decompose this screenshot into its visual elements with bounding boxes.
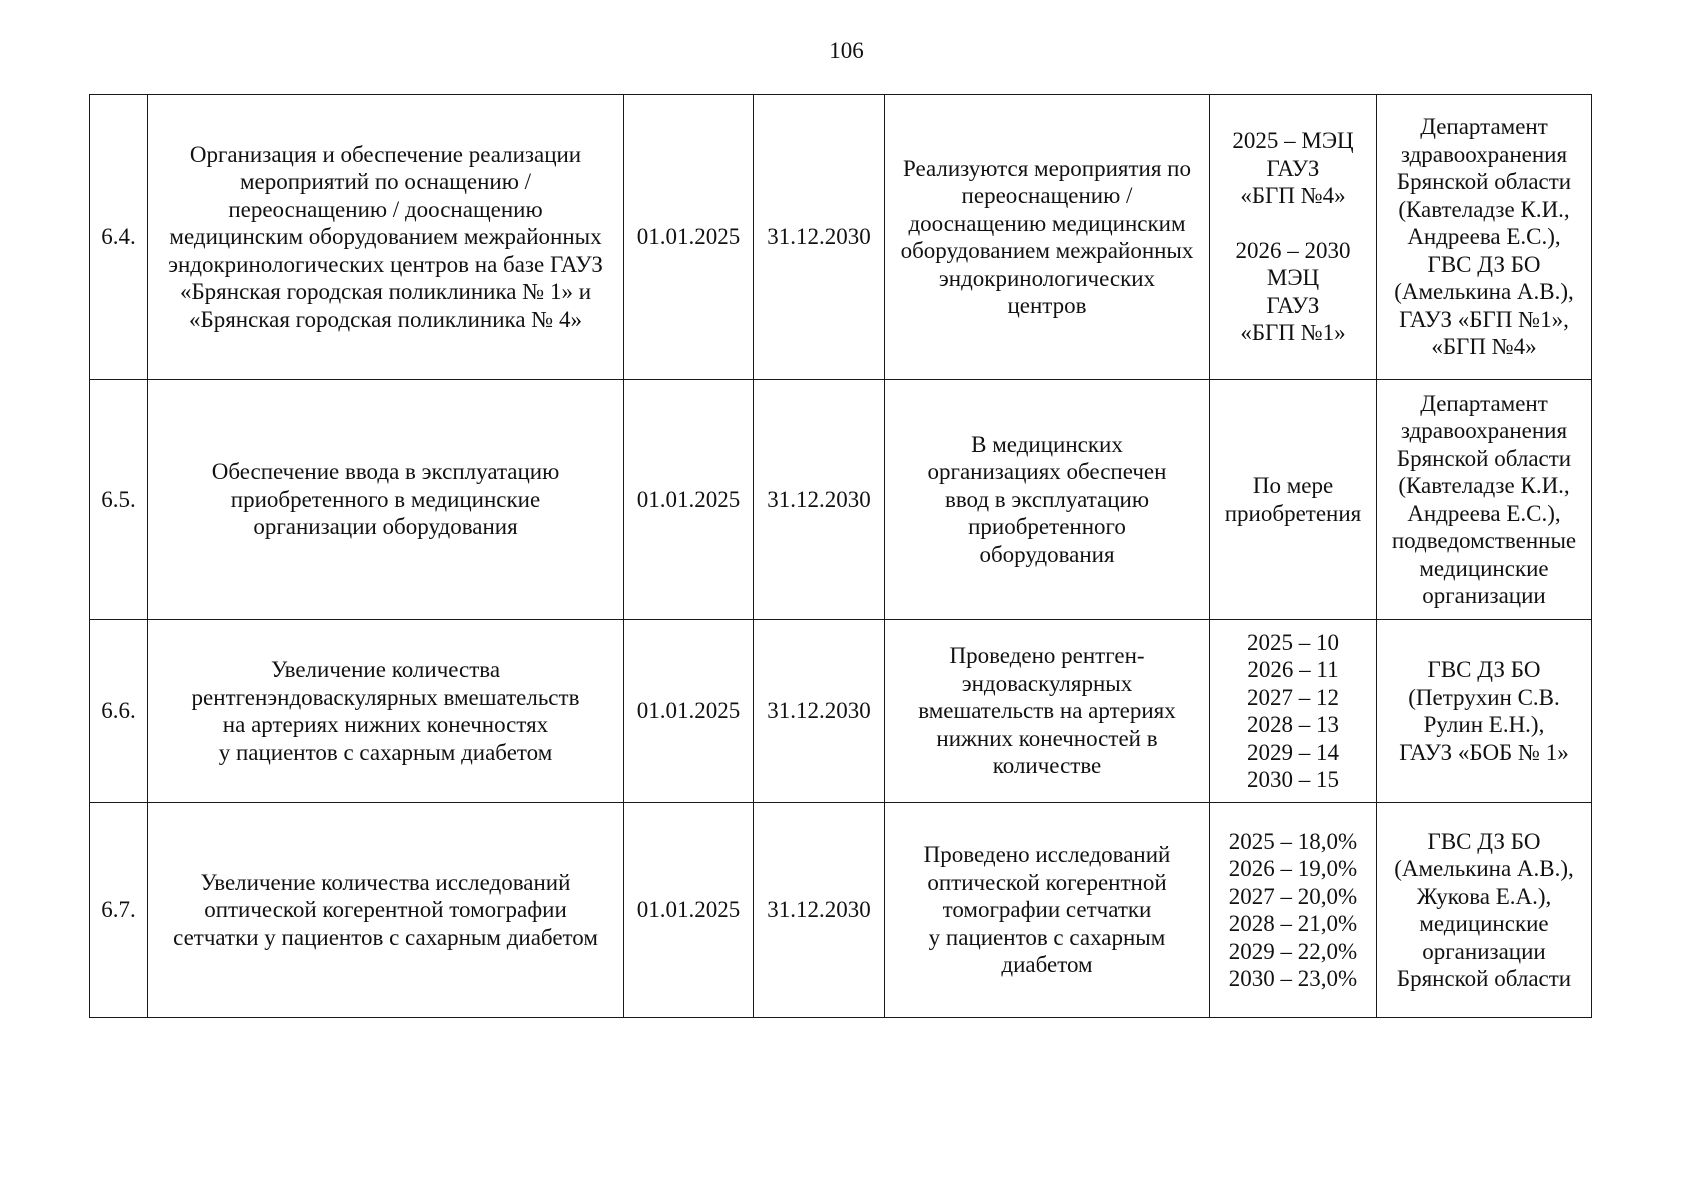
start-date: 01.01.2025 bbox=[624, 803, 754, 1018]
indicator-cell: 2025 – 10 2026 – 11 2027 – 12 2028 – 13 2029 – 14 2030 – 15 bbox=[1210, 620, 1377, 803]
indicator-cell: 2025 – МЭЦ ГАУЗ «БГП №4» 2026 – 2030 МЭЦ ГАУЗ «БГП №1» bbox=[1210, 95, 1377, 380]
activity-cell: Увеличение количества исследований оптической когерентной томографии сетчатки у пациентов с сахарным диабетом bbox=[148, 803, 624, 1018]
table-row bbox=[90, 95, 1592, 380]
activity-cell: Обеспечение ввода в эксплуатацию приобретенного в медицинские организации оборудования bbox=[148, 380, 624, 620]
plan-table bbox=[89, 94, 1592, 1018]
end-date: 31.12.2030 bbox=[754, 380, 885, 620]
activity-cell: Организация и обеспечение реализации мероприятий по оснащению / переоснащению / дооснащению медицинским оборудованием межрайонных эндокринологических центров на базе ГАУЗ «Брянская городская поликлиника № 1» и «Брянская городская поликлиника № 4» bbox=[148, 95, 624, 380]
responsible-cell: ГВС ДЗ БО (Амелькина А.В.), Жукова Е.А.), медицинские организации Брянской области bbox=[1377, 803, 1592, 1018]
responsible-cell: ГВС ДЗ БО (Петрухин С.В. Рулин Е.Н.), ГАУЗ «БОБ № 1» bbox=[1377, 620, 1592, 803]
row-number: 6.5. bbox=[90, 380, 148, 620]
end-date: 31.12.2030 bbox=[754, 803, 885, 1018]
start-date: 01.01.2025 bbox=[624, 380, 754, 620]
indicator-cell: По мере приобретения bbox=[1210, 380, 1377, 620]
start-date: 01.01.2025 bbox=[624, 95, 754, 380]
result-cell: Реализуются мероприятия по переоснащению / дооснащению медицинским оборудованием межрайонных эндокринологических центров bbox=[885, 95, 1210, 380]
responsible-cell: Департамент здравоохранения Брянской области (Кавтеладзе К.И., Андреева Е.С.), ГВС ДЗ БО (Амелькина А.В.), ГАУЗ «БГП №1», «БГП №4» bbox=[1377, 95, 1592, 380]
start-date: 01.01.2025 bbox=[624, 620, 754, 803]
result-cell: В медицинских организациях обеспечен ввод в эксплуатацию приобретенного оборудования bbox=[885, 380, 1210, 620]
result-cell: Проведено исследований оптической когерентной томографии сетчатки у пациентов с сахарным диабетом bbox=[885, 803, 1210, 1018]
end-date: 31.12.2030 bbox=[754, 620, 885, 803]
row-number: 6.7. bbox=[90, 803, 148, 1018]
responsible-cell: Департамент здравоохранения Брянской области (Кавтеладзе К.И., Андреева Е.С.), подведомственные медицинские организации bbox=[1377, 380, 1592, 620]
row-number: 6.4. bbox=[90, 95, 148, 380]
table-row bbox=[90, 620, 1592, 803]
activity-cell: Увеличение количества рентгенэндоваскулярных вмешательств на артериях нижних конечностях у пациентов с сахарным диабетом bbox=[148, 620, 624, 803]
table-row bbox=[90, 803, 1592, 1018]
result-cell: Проведено рентген- эндоваскулярных вмешательств на артериях нижних конечностей в количестве bbox=[885, 620, 1210, 803]
indicator-cell: 2025 – 18,0% 2026 – 19,0% 2027 – 20,0% 2028 – 21,0% 2029 – 22,0% 2030 – 23,0% bbox=[1210, 803, 1377, 1018]
row-number: 6.6. bbox=[90, 620, 148, 803]
end-date: 31.12.2030 bbox=[754, 95, 885, 380]
table-row bbox=[90, 380, 1592, 620]
page-number: 106 bbox=[829, 38, 864, 63]
